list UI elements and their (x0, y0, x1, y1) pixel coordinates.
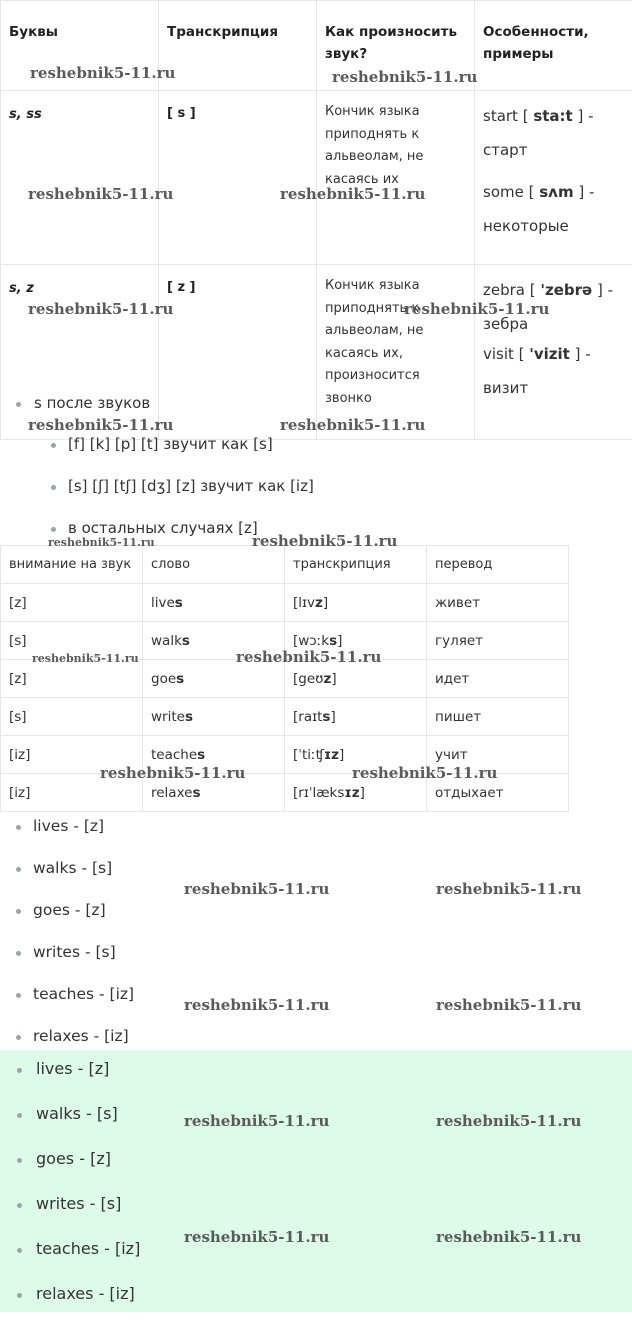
table-row: [iz] relaxes [rɪˈlæksɪz] отдыхает (1, 774, 569, 812)
header-letters: Буквы (1, 1, 159, 91)
bullet-icon (16, 867, 21, 872)
sounds-table (0, 0, 632, 440)
watermark: reshebnik5-11.ru (184, 996, 330, 1014)
watermark: reshebnik5-11.ru (28, 300, 174, 318)
example-word: some [ sʌm ] - (483, 183, 595, 201)
header-pronunciation: Как произносить звук? (317, 1, 475, 91)
pronunciation-cell: Кончик языка приподнять к альвеолам, не касаясь их, произносится звонко (317, 265, 475, 440)
bullet-icon (16, 402, 21, 407)
rule-item: в остальных случаях [z] (68, 519, 258, 537)
bullet-icon (16, 951, 21, 956)
bullet-icon (16, 909, 21, 914)
list-item: lives - [z] (33, 817, 105, 835)
bullet-icon (16, 993, 21, 998)
examples-cell (475, 265, 632, 440)
table-row (1, 91, 632, 265)
watermark: reshebnik5-11.ru (184, 1228, 330, 1246)
bullet-icon (17, 1113, 22, 1118)
watermark: reshebnik5-11.ru (436, 996, 582, 1014)
watermark: reshebnik5-11.ru (184, 880, 330, 898)
header-transcription: Транскрипция (159, 1, 317, 91)
watermark: reshebnik5-11.ru (280, 185, 426, 203)
answer-list-highlighted (0, 1050, 632, 1312)
watermark: reshebnik5-11.ru (100, 764, 246, 782)
bullet-icon (17, 1203, 22, 1208)
rule-item: [s] [ʃ] [tʃ] [dʒ] [z] звучит как [iz] (68, 477, 314, 495)
words-table-header: внимание на звук слово транскрипция перевод (1, 546, 569, 584)
example-translation: старт (483, 141, 528, 159)
bullet-icon (51, 485, 56, 490)
watermark: reshebnik5-11.ru (28, 416, 174, 434)
bullet-icon (51, 527, 56, 532)
table-row: [iz] teaches [ˈtiːʧɪz] учит (1, 736, 569, 774)
watermark: reshebnik5-11.ru (436, 1112, 582, 1130)
bullet-icon (51, 443, 56, 448)
bullet-icon (17, 1158, 22, 1163)
list-item: teaches - [iz] (36, 1239, 141, 1258)
bullet-icon (17, 1068, 22, 1073)
list-item: relaxes - [iz] (36, 1284, 135, 1303)
watermark: reshebnik5-11.ru (236, 648, 382, 666)
watermark: reshebnik5-11.ru (30, 64, 176, 82)
example-word: zebra [ 'zebrə ] - (483, 281, 613, 299)
examples-cell (475, 91, 632, 265)
table-row: [s] writes [raɪts] пишет (1, 698, 569, 736)
list-item: goes - [z] (33, 901, 106, 919)
sounds-table-header (1, 1, 632, 91)
bullet-icon (16, 825, 21, 830)
letters-cell: s, z (1, 265, 159, 440)
rule-item: [f] [k] [p] [t] звучит как [s] (68, 435, 273, 453)
watermark: reshebnik5-11.ru (436, 880, 582, 898)
bullet-icon (17, 1293, 22, 1298)
list-item: lives - [z] (36, 1059, 110, 1078)
list-item: writes - [s] (33, 943, 116, 961)
table-row: [s] walks [wɔːks] гуляет (1, 622, 569, 660)
example-word: visit [ 'vizit ] - (483, 345, 591, 363)
words-table (0, 545, 569, 812)
bullet-icon (16, 1035, 21, 1040)
watermark: reshebnik5-11.ru (48, 536, 155, 549)
pronunciation-cell: Кончик языка приподнять к альвеолам, не касаясь их (317, 91, 475, 265)
watermark: reshebnik5-11.ru (280, 416, 426, 434)
letters-cell: s, ss (1, 91, 159, 265)
watermark: reshebnik5-11.ru (332, 68, 478, 86)
list-item: walks - [s] (36, 1104, 118, 1123)
transcription-cell: [ s ] (159, 91, 317, 265)
table-row: [z] goes [geʊz] идет (1, 660, 569, 698)
example-word: start [ sta:t ] - (483, 107, 594, 125)
example-translation: некоторые (483, 217, 569, 235)
watermark: reshebnik5-11.ru (352, 764, 498, 782)
example-translation: зебра (483, 315, 529, 333)
list-item: relaxes - [iz] (33, 1027, 129, 1045)
list-item: walks - [s] (33, 859, 113, 877)
watermark: reshebnik5-11.ru (252, 532, 398, 550)
watermark: reshebnik5-11.ru (28, 185, 174, 203)
watermark: reshebnik5-11.ru (404, 300, 550, 318)
answer-list (0, 806, 632, 1050)
watermark: reshebnik5-11.ru (436, 1228, 582, 1246)
list-item: goes - [z] (36, 1149, 111, 1168)
table-row (1, 265, 632, 440)
header-examples: Особенности, примеры (475, 1, 632, 91)
watermark: reshebnik5-11.ru (32, 652, 139, 665)
watermark: reshebnik5-11.ru (184, 1112, 330, 1130)
bullet-icon (17, 1248, 22, 1253)
list-item: teaches - [iz] (33, 985, 135, 1003)
transcription-cell: [ z ] (159, 265, 317, 440)
list-item: writes - [s] (36, 1194, 122, 1213)
table-row: [z] lives [lɪvz] живет (1, 584, 569, 622)
example-translation: визит (483, 379, 529, 397)
rule-heading: s после звуков (34, 394, 151, 412)
